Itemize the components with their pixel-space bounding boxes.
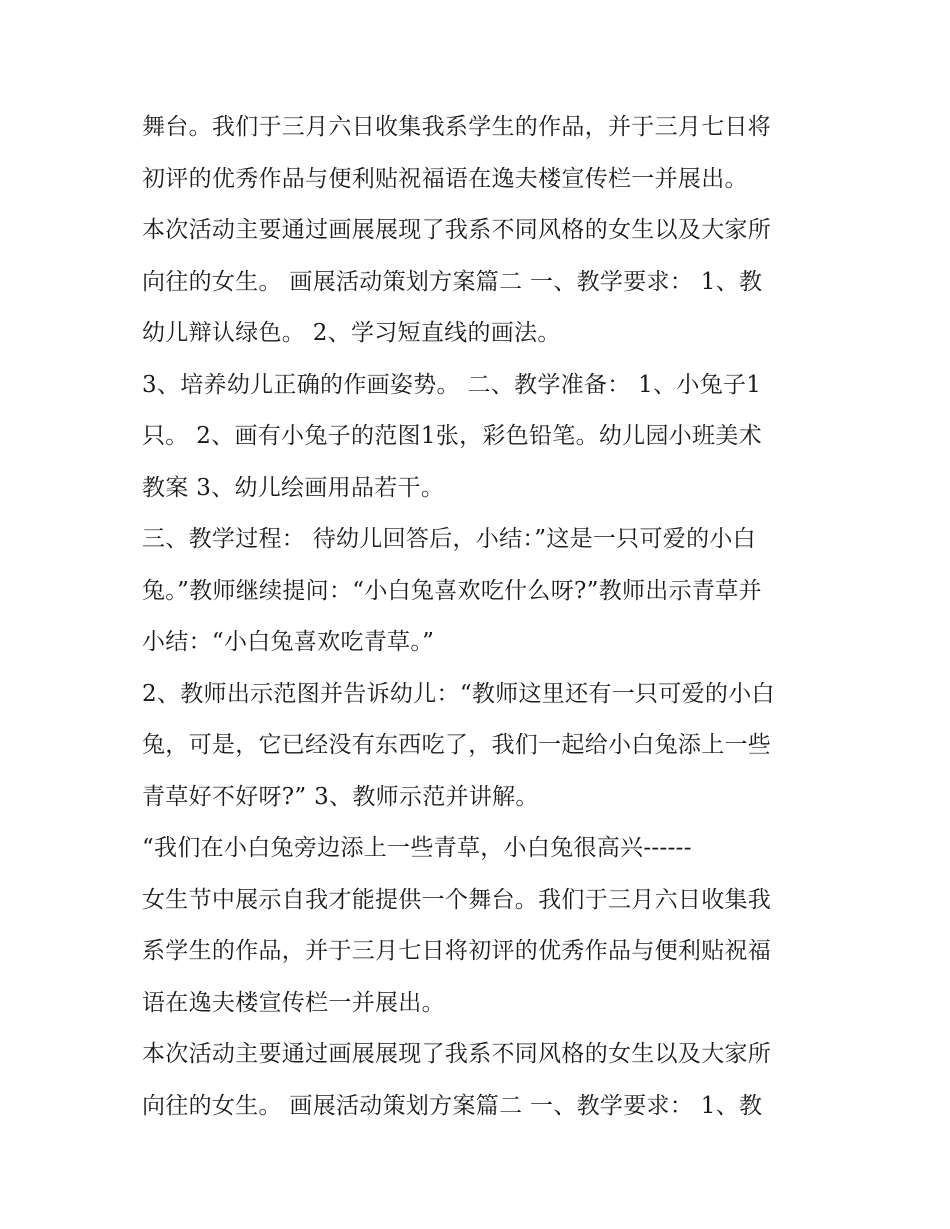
text-line: 女生节中展示自我才能提供一个舞台。我们于三月六日收集我 <box>142 886 772 913</box>
text-line: 本次活动主要通过画展展现了我系不同风格的女生以及大家所 <box>142 1041 772 1067</box>
document-body <box>142 102 832 1132</box>
text-line: 3、培养幼儿正确的作画姿势。 二、教学准备： 1、小兔子1 <box>142 371 762 398</box>
text-line: 向往的女生。 画展活动策划方案篇二 一、教学要求： 1、教 <box>142 1092 763 1119</box>
text-line: 教案 3、幼儿绘画用品若干。 <box>142 474 445 501</box>
text-line: 向往的女生。 画展活动策划方案篇二 一、教学要求： 1、教 <box>142 268 763 295</box>
text-line: 初评的优秀作品与便利贴祝福语在逸夫楼宣传栏一并展出。 <box>142 165 748 192</box>
text-line: 兔。”教师继续提问：“小白兔喜欢吃什么呀?”教师出示青草并 <box>142 577 762 604</box>
text-line: 青草好不好呀?” 3、教师示范并讲解。 <box>142 783 539 810</box>
text-line: 只。 2、画有小兔子的范图1张，彩色铅笔。幼儿园小班美术 <box>142 423 762 449</box>
text-line: 语在逸夫楼宣传栏一并展出。 <box>142 989 445 1016</box>
text-line: 系学生的作品，并于三月七日将初评的优秀作品与便利贴祝福 <box>142 938 772 964</box>
text-line: 兔，可是，它已经没有东西吃了，我们一起给小白兔添上一些 <box>142 732 772 758</box>
text-line: 2、教师出示范图并告诉幼儿：“教师这里还有一只可爱的小白 <box>142 680 775 707</box>
text-line: “我们在小白兔旁边添上一些青草，小白兔很高兴------ <box>142 835 692 861</box>
text-line: 舞台。我们于三月六日收集我系学生的作品，并于三月七日将 <box>142 114 772 140</box>
text-line: 三、教学过程： 待幼儿回答后，小结：”这是一只可爱的小白 <box>142 526 756 552</box>
text-line: 小结：“小白兔喜欢吃青草。” <box>142 629 435 655</box>
text-line: 本次活动主要通过画展展现了我系不同风格的女生以及大家所 <box>142 217 772 243</box>
text-line: 幼儿辩认绿色。 2、学习短直线的画法。 <box>142 320 561 346</box>
